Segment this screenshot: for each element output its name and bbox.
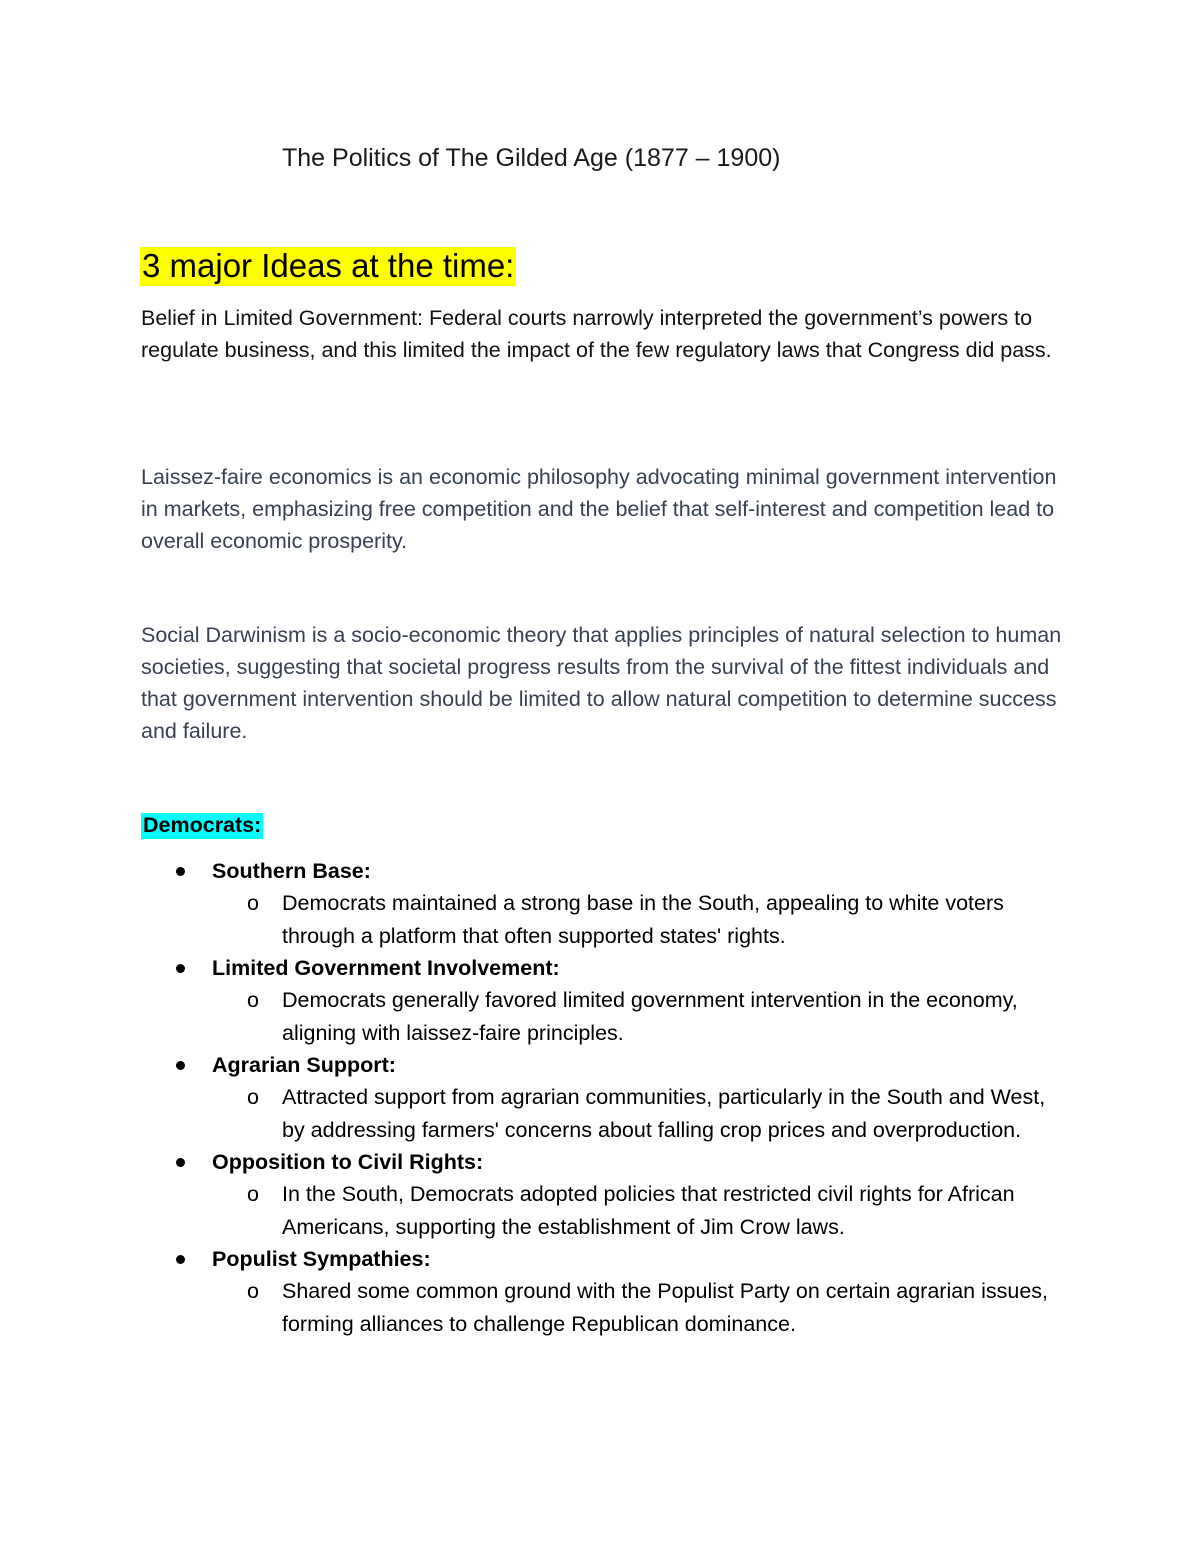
sub-item-text: Democrats maintained a strong base in the South, appealing to white voters through a platform that often supported states' rights. [282, 891, 1004, 948]
sub-item-text: Shared some common ground with the Populist Party on certain agrarian issues, forming alliances to challenge Republican dominance. [282, 1279, 1049, 1336]
sub-item [0, 1081, 1200, 1146]
democrats-heading [141, 810, 263, 840]
list-item-title: Opposition to Civil Rights: [212, 1150, 484, 1174]
bullet-icon [176, 867, 185, 876]
list-item [0, 1146, 1200, 1243]
bullet-icon [176, 1061, 185, 1070]
paragraph-social-darwinism: Social Darwinism is a socio-economic theory that applies principles of natural selection to human societies, suggesting that societal progress results from the survival of the fittest individuals and that government intervention should be limited to allow natural competition to determine success and failure. [141, 623, 1062, 743]
list-item [0, 1049, 1200, 1146]
list-item [0, 855, 1200, 952]
sub-bullet-icon: o [247, 1279, 259, 1303]
section-heading-text: 3 major Ideas at the time: [142, 247, 515, 284]
list-item-title: Southern Base: [212, 859, 371, 883]
sub-bullet-icon: o [247, 891, 259, 915]
sub-item [0, 984, 1200, 1049]
paragraph-limited-government: Belief in Limited Government: Federal courts narrowly interpreted the government’s powers to regulate business, and this limited the impact of the few regulatory laws that Congress did pass. [141, 306, 1052, 362]
list-item [0, 952, 1200, 1049]
bullet-icon [176, 964, 185, 973]
sub-item [0, 1275, 1200, 1340]
sub-bullet-icon: o [247, 1182, 259, 1206]
list-item-title: Limited Government Involvement: [212, 956, 560, 980]
democrats-heading-text: Democrats: [143, 813, 262, 837]
section-heading [140, 244, 516, 288]
democrats-list [0, 855, 1200, 1340]
bullet-icon [176, 1255, 185, 1264]
document-title: The Politics of The Gilded Age (1877 – 1900) [282, 144, 781, 172]
list-item [0, 1243, 1200, 1340]
paragraph-laissez-faire: Laissez-faire economics is an economic philosophy advocating minimal government intervention in markets, emphasizing free competition and the belief that self-interest and competition lead to overall economic prosperity. [141, 465, 1057, 553]
bullet-icon [176, 1158, 185, 1167]
sub-item-text: Democrats generally favored limited government intervention in the economy, aligning with laissez-faire principles. [282, 988, 1018, 1045]
sub-item-text: In the South, Democrats adopted policies that restricted civil rights for African Americans, supporting the establishment of Jim Crow laws. [282, 1182, 1015, 1239]
list-item-title: Populist Sympathies: [212, 1247, 431, 1271]
sub-bullet-icon: o [247, 988, 259, 1012]
list-item-title: Agrarian Support: [212, 1053, 396, 1077]
sub-item [0, 1178, 1200, 1243]
sub-item-text: Attracted support from agrarian communities, particularly in the South and West, by addressing farmers' concerns about falling crop prices and overproduction. [282, 1085, 1046, 1142]
sub-bullet-icon: o [247, 1085, 259, 1109]
sub-item [0, 887, 1200, 952]
